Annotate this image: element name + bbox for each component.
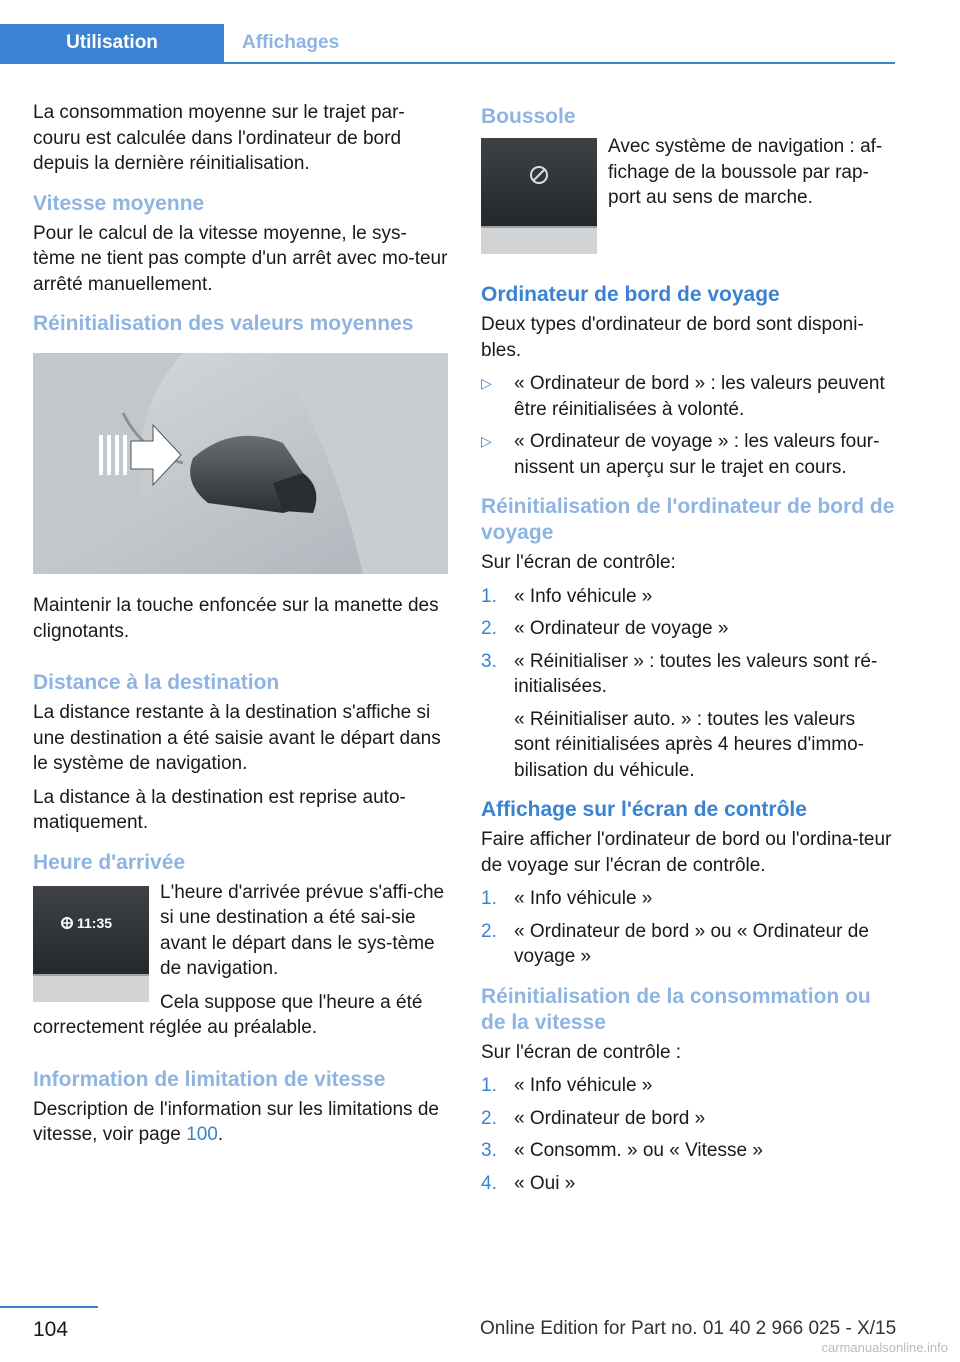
bullet-triangle-icon: ▷ bbox=[481, 375, 492, 391]
heading-average-speed: Vitesse moyenne bbox=[33, 191, 205, 215]
list-item-note: « Réinitialiser auto. » : toutes les valeurs sont réinitialisées après 4 heures d'immo-bilisation du véhicule. bbox=[514, 708, 865, 781]
reset-consumption-paragraph: Sur l'écran de contrôle : bbox=[481, 1041, 682, 1063]
heading-arrival: Heure d'arrivée bbox=[33, 850, 186, 874]
list-item: 4. « Oui » bbox=[481, 1172, 576, 1194]
list-item: 2. « Ordinateur de bord » bbox=[481, 1107, 706, 1129]
list-item: 1. « Info véhicule » bbox=[481, 585, 653, 607]
left-column bbox=[33, 100, 449, 1156]
reset-instruction-paragraph: Maintenir la touche enfoncée sur la manette des clignotants. bbox=[33, 595, 439, 642]
compass-paragraph: Avec système de navigation : af-fichage de la boussole par rap-port au sens de marche. bbox=[608, 136, 883, 208]
heading-reset-trip: Réinitialisation de l'ordinateur de bord de voyage bbox=[481, 495, 895, 544]
list-item: 2. « Ordinateur de bord » ou « Ordinateur de voyage » bbox=[481, 920, 869, 967]
list-item: 3. « Réinitialiser » : toutes les valeurs sont ré-initialisées. bbox=[481, 650, 878, 697]
chapter-tabs bbox=[0, 24, 895, 64]
list-item: ▷ « Ordinateur de voyage » : les valeurs four-nissent un aperçu sur le trajet en cours. bbox=[481, 431, 880, 478]
list-item: 1. « Info véhicule » bbox=[481, 1075, 653, 1096]
list-item: 3. « Consomm. » ou « Vitesse » bbox=[481, 1140, 763, 1161]
bullet-triangle-icon: ▷ bbox=[481, 433, 492, 449]
tab-utilisation[interactable]: Utilisation bbox=[0, 24, 224, 62]
distance-paragraph-1: La distance restante à la destination s'affiche si une destination a été saisie avant le départ dans le système de navigation. bbox=[33, 702, 441, 774]
arrival-time-display bbox=[33, 886, 149, 1002]
heading-compass: Boussole bbox=[481, 105, 576, 128]
reset-trip-paragraph: Sur l'écran de contrôle: bbox=[481, 552, 676, 573]
arrival-time-value: 11:35 bbox=[77, 914, 113, 931]
turn-signal-lever-photo bbox=[33, 353, 448, 574]
heading-reset-consumption: Réinitialisation de la consommation ou de la vitesse bbox=[481, 984, 871, 1034]
list-item: ▷ « Ordinateur de bord » : les valeurs peuvent être réinitialisées à volonté. bbox=[481, 373, 885, 420]
destination-flag-icon bbox=[62, 918, 72, 928]
trip-computer-paragraph: Deux types d'ordinateur de bord sont disponi-bles. bbox=[481, 314, 864, 361]
distance-paragraph-2: La distance à la destination est reprise auto-matiquement. bbox=[33, 786, 406, 833]
page-number: 104 bbox=[33, 1318, 69, 1341]
list-item: 1. « Info véhicule » bbox=[481, 888, 653, 909]
heading-display: Affichage sur l'écran de contrôle bbox=[481, 798, 807, 821]
reset-consumption-steps bbox=[481, 1073, 895, 1196]
tab-affichages[interactable]: Affichages bbox=[242, 32, 340, 53]
list-item: 2. « Ordinateur de voyage » bbox=[481, 618, 729, 639]
arrival-paragraph-1: L'heure d'arrivée prévue s'affi-che si une destination a été sai-sie avant le départ dans le sys-tème de navigation. bbox=[160, 881, 445, 979]
compass-display bbox=[481, 138, 597, 254]
trip-computer-list bbox=[481, 371, 895, 480]
online-edition-text: Online Edition for Part no. 01 40 2 966 025 - X/15 bbox=[480, 1318, 897, 1339]
heading-speed-limit: Information de limitation de vitesse bbox=[33, 1067, 386, 1091]
reset-trip-steps bbox=[481, 584, 895, 784]
footer-rule bbox=[0, 1306, 98, 1308]
right-column bbox=[481, 100, 895, 1204]
display-steps bbox=[481, 886, 895, 970]
heading-reset-averages: Réinitialisation des valeurs moyennes bbox=[33, 312, 414, 335]
heading-trip-computer: Ordinateur de bord de voyage bbox=[481, 283, 780, 306]
heading-distance: Distance à la destination bbox=[33, 671, 280, 694]
arrival-paragraph-2: Cela suppose que l'heure a été correctement réglée au préalable. bbox=[33, 991, 423, 1038]
average-speed-paragraph: Pour le calcul de la vitesse moyenne, le sys-tème ne tient pas compte d'un arrêt avec mo-teur arrêté manuellement. bbox=[33, 222, 448, 295]
display-paragraph: Faire afficher l'ordinateur de bord ou l'ordina-teur de voyage sur l'écran de contrôle. bbox=[481, 829, 892, 876]
watermark: carmanualsonline.info bbox=[821, 1340, 948, 1355]
consumption-paragraph: La consommation moyenne sur le trajet par-couru est calculée dans l'ordinateur de bord depuis la dernière réinitialisation. bbox=[33, 102, 405, 174]
page-link-100[interactable]: 100 bbox=[186, 1124, 218, 1145]
speed-limit-paragraph: Description de l'information sur les limitations de vitesse, voir page 100. bbox=[33, 1098, 439, 1145]
